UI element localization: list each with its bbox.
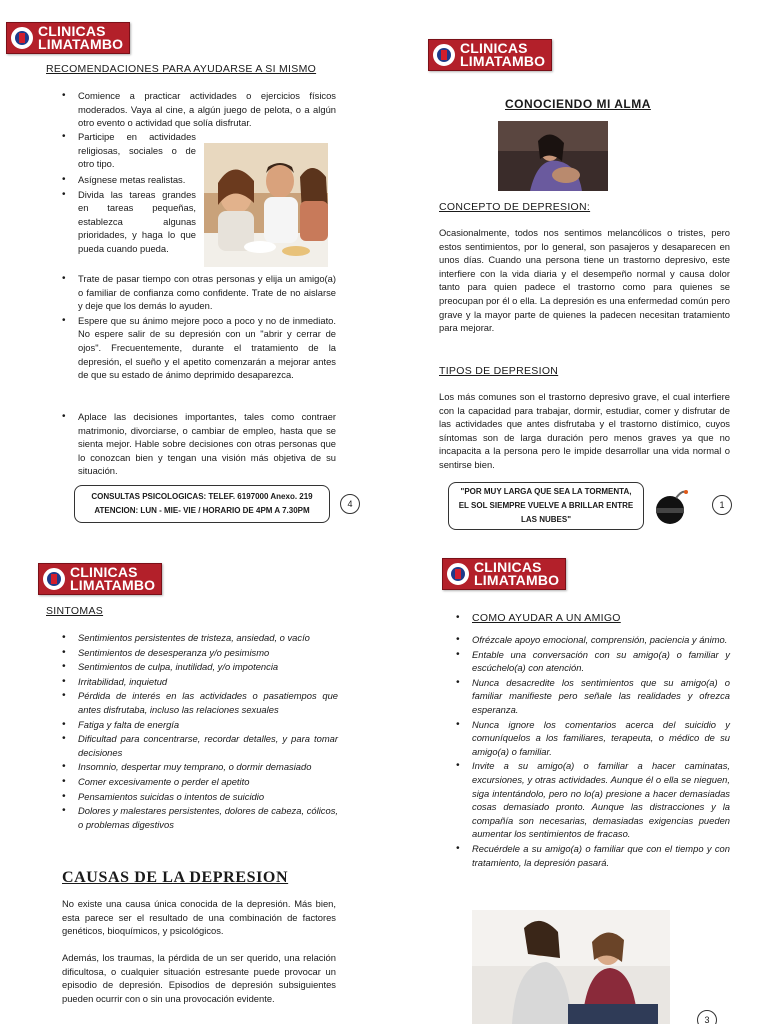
page-title: CONOCIENDO MI ALMA (505, 97, 651, 111)
symptoms-list (78, 631, 338, 832)
clinic-emblem-icon (43, 568, 65, 590)
list-item: • Insomnio, despertar muy temprano, o dormir demasiado (78, 760, 338, 774)
list-item: • Espere que su ánimo mejore poco a poco y no de inmediato. No espere salir de su depresión con un "abrir y cerrar de ojos". Frecuentemente, durante el tratamiento de la depresión, el sueño y el apetito comenzarán a mejorar antes de que su estado de ánimo deprimido desaparezca. (78, 314, 336, 382)
depression-bomb-icon (650, 486, 690, 526)
list-item: • Recuérdele a su amigo(a) o familiar que con el tiempo y con tratamiento, la depresión pasará. (472, 842, 730, 869)
brand-line1: CLINICAS (474, 559, 542, 575)
quote-text: "POR MUY LARGA QUE SEA LA TORMENTA, EL SOL SIEMPRE VUELVE A BRILLAR ENTRE LAS NUBES" (458, 487, 634, 524)
brand-line1: CLINICAS (38, 23, 106, 39)
list-item: • Ofrézcale apoyo emocional, comprensión, paciencia y ánimo. (472, 633, 730, 647)
consultation-schedule: ATENCION: LUN - MIE- VIE / HORARIO DE 4PM A 7.30PM (94, 506, 310, 515)
friends-comforting-photo (472, 910, 670, 1024)
clinicas-limatambo-logo (442, 558, 566, 590)
clinicas-limatambo-logo (38, 563, 162, 595)
clinicas-limatambo-logo (6, 22, 130, 54)
list-item: • Pérdida de interés en las actividades o pasatiempos que antes disfrutaba, incluso las relaciones sexuales (78, 689, 338, 716)
self-help-list-wrapped (78, 130, 196, 172)
page-number: 3 (697, 1010, 717, 1024)
consultation-phone: CONSULTAS PSICOLOGICAS: TELEF. 6197000 Anexo. 219 (91, 492, 313, 501)
list-item: • Nunca ignore los comentarios acerca del suicidio y comuníquelos a los familiares, terapeuta, o médico de su amigo(a) o familiar. (472, 718, 730, 759)
types-paragraph: Los más comunes son el trastorno depresivo grave, el cual interfiere con la capacidad para trabajar, dormir, estudiar, comer y disfrutar de las actividades que antes disfrutaba y el trastorno distímico, cuyos síntomas son de larga duración pero menos graves ya que no incapacita a la persona pero le impide desarrollar una vida normal o sentirse bien. (439, 391, 730, 470)
list-item: • Nunca desacredite los sentimientos que su amigo(a) o familiar manifieste pero señale las realidades y ofrezca esperanza. (472, 676, 730, 717)
clinic-emblem-icon (11, 27, 33, 49)
brand-line2: LIMATAMBO (70, 577, 156, 593)
list-item: • Trate de pasar tiempo con otras personas y elija un amigo(a) o familiar de confianza como confidente. Trate de no aislarse y deje que los demás lo ayuden. (78, 272, 336, 313)
page-number: 1 (712, 495, 732, 515)
page-2-panel (0, 555, 384, 1024)
page-1-panel (384, 0, 768, 540)
list-item: • Sentimientos persistentes de tristeza, ansiedad, o vacío (78, 631, 338, 645)
causes-paragraph-1: No existe una causa única conocida de la depresión. Más bien, esta parece ser el resultado de una combinación de factores genéticos, bioquímicos, y psicológicos. (62, 898, 336, 937)
people-dining-photo (204, 143, 328, 267)
causes-title: CAUSAS DE LA DEPRESION (62, 869, 289, 886)
page-number: 4 (340, 494, 360, 514)
help-friend-heading-list (472, 611, 732, 627)
list-item: • Comer excesivamente o perder el apetito (78, 775, 338, 789)
help-friend-list (472, 633, 730, 870)
list-item: • Dificultad para concentrarse, recordar detalles, y para tomar decisiones (78, 732, 338, 759)
list-item: • Dolores y malestares persistentes, dolores de cabeza, cólicos, o problemas digestivos (78, 804, 338, 831)
self-help-list-2 (78, 272, 336, 383)
causes-paragraph-2: Además, los traumas, la pérdida de un ser querido, una relación dificultosa, o cualquier situación estresante puede provocar un episodio de depresión. Episodios de depresión subsiguientes pueden ocurrir con o sin una provocación evidente. (62, 952, 336, 1004)
list-item: • Sentimientos de culpa, inutilidad, y/o impotencia (78, 660, 338, 674)
clinicas-limatambo-logo (428, 39, 552, 71)
consultation-info-box (74, 485, 330, 523)
brand-line2: LIMATAMBO (38, 36, 124, 52)
self-help-list-3 (78, 410, 336, 479)
list-item: • Sentimientos de desesperanza y/o pesimismo (78, 646, 338, 660)
list-item: • Divida las tareas grandes en tareas pequeñas, establezca algunas prioridades, y haga lo que pueda cuando pueda. (78, 188, 196, 256)
list-item-continuation: • Participe en actividades religiosas, sociales o de otro tipo. (78, 130, 196, 171)
quote-box (448, 482, 644, 530)
sad-girl-photo (498, 121, 608, 191)
brand-line2: LIMATAMBO (474, 572, 560, 588)
clinic-emblem-icon (447, 563, 469, 585)
self-help-list (78, 89, 336, 131)
self-help-heading: RECOMENDACIONES PARA AYUDARSE A SI MISMO (46, 63, 317, 75)
clinic-emblem-icon (433, 44, 455, 66)
concept-paragraph: Ocasionalmente, todos nos sentimos melancólicos o tristes, pero estos sentimientos, por lo general, son pasajeros y desaparecen en unos días. Cuando una persona tiene un trastorno depresivo, este interfiere con la vida diaria y el desempeño normal y causa dolor tanto para quien padece el trastorno como para quienes se preocupan por él o ella. La depresión es una enfermedad común pero grave y la mayor parte de quienes la padecen necesitan tratamiento para mejorar. (439, 227, 730, 334)
help-friend-heading: COMO AYUDAR A UN AMIGO (472, 612, 621, 624)
list-item: • Pensamientos suicidas o intentos de suicidio (78, 790, 338, 804)
list-item: • Fatiga y falta de energía (78, 718, 338, 732)
brand-line2: LIMATAMBO (460, 53, 546, 69)
page-3-panel (384, 555, 768, 1024)
page-4-panel (0, 0, 384, 540)
list-item: • Comience a practicar actividades o ejercicios físicos moderados. Vaya al cine, a algún juego de pelota, o a algún otro evento o actividad que solía disfrutar. (78, 89, 336, 130)
list-item: • Aplace las decisiones importantes, tales como contraer matrimonio, divorciarse, o cambiar de empleo, hasta que se sienta mejor. Hable sobre decisiones con otras personas que lo conozcan bien y tengan una visión más objetiva de su situación. (78, 410, 336, 478)
self-help-list-narrow (78, 173, 196, 257)
symptoms-heading: SINTOMAS (46, 605, 104, 617)
types-heading: TIPOS DE DEPRESION (439, 365, 559, 377)
concept-heading: CONCEPTO DE DEPRESION: (439, 201, 591, 213)
brand-line1: CLINICAS (70, 564, 138, 580)
list-item: • Asígnese metas realistas. (78, 173, 196, 187)
list-item: • Invite a su amigo(a) o familiar a hacer caminatas, excursiones, y otras actividades. Aunque él o ella se nieguen, siga intentándolo, pero no lo(a) presione a hacer demasiadas cosas demasiado pronto. Aunque las distracciones y la compañía son necesarias, demasiadas exigencias pueden aumentar los sentimientos de fracaso. (472, 759, 730, 841)
list-item: • Irritabilidad, inquietud (78, 675, 338, 689)
brand-line1: CLINICAS (460, 40, 528, 56)
list-item: • Entable una conversación con su amigo(a) o familiar y escúchelo(a) con atención. (472, 648, 730, 675)
